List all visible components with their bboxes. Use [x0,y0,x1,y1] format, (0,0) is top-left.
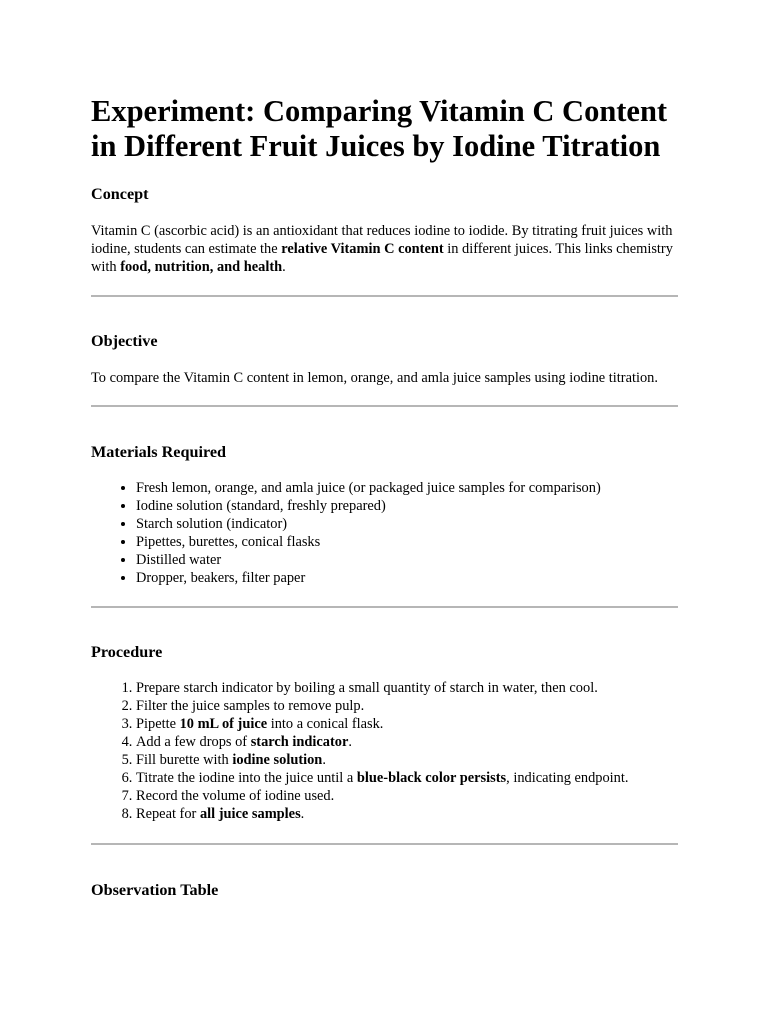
step-text: , indicating endpoint. [506,769,629,786]
materials-heading: Materials Required [91,443,227,461]
step-text: Add a few drops of [136,734,251,751]
document-page [91,0,678,900]
list-item: • Pipettes, burettes, conical flasks [136,534,678,552]
concept-text-2: in different juices. This links chemistry with [91,241,673,275]
title-line-2: in Different Fruit Juices by Iodine Titration [91,129,661,163]
concept-text-1: Vitamin C (ascorbic acid) is an antioxidant that reduces iodine to iodide. By titrating fruit juices with iodine, students can estimate the [91,223,673,257]
list-item [136,734,678,752]
step-bold: 10 mL of juice [179,716,268,733]
observation-heading: Observation Table [91,880,219,899]
step-bold: all juice samples [199,805,301,822]
section-divider [91,295,678,297]
list-item [136,770,678,788]
step-text: Prepare starch indicator by boiling a small quantity of starch in water, then cool. [136,680,598,697]
section-divider [91,843,678,845]
section-divider [91,606,678,608]
objective-paragraph: To compare the Vitamin C content in lemon, orange, and amla juice samples using iodine titration. [91,370,658,386]
section-divider [91,405,678,407]
step-text: . [348,734,352,751]
list-item: • Starch solution (indicator) [136,516,678,534]
list-item [136,698,678,716]
list-item [136,752,678,770]
document-title [91,0,678,164]
list-item [136,716,678,734]
concept-text-3: . [282,259,286,275]
objective-heading: Objective [91,332,158,350]
materials-list [91,480,678,587]
step-text: Titrate the iodine into the juice until a [136,769,357,786]
step-bold: blue-black color persists [356,769,507,786]
list-item: • Distilled water [136,552,678,570]
step-text: Record the volume of iodine used. [136,787,335,804]
step-text: . [322,752,326,769]
step-text: Pipette [136,716,180,733]
list-item: • Iodine solution (standard, freshly prepared) [136,498,678,516]
step-text: Filter the juice samples to remove pulp. [136,698,365,715]
list-item [136,788,678,806]
step-text: Fill burette with [136,752,233,769]
concept-bold-2: food, nutrition, and health [120,259,283,275]
list-item [136,680,678,698]
step-bold: iodine solution [232,752,323,769]
step-text: Repeat for [136,805,200,822]
procedure-list [91,680,678,823]
step-text: into a conical flask. [267,716,384,733]
step-bold: starch indicator [250,734,349,751]
list-item: • Dropper, beakers, filter paper [136,570,678,588]
procedure-heading: Procedure [91,643,163,662]
list-item [136,806,678,824]
list-item: • Fresh lemon, orange, and amla juice (or packaged juice samples for comparison) [136,480,678,498]
title-line-1: Experiment: Comparing Vitamin C Content [91,94,668,128]
step-text: . [300,805,305,822]
concept-bold-1: relative Vitamin C content [281,241,444,257]
concept-paragraph [91,222,678,276]
concept-heading: Concept [91,185,149,203]
